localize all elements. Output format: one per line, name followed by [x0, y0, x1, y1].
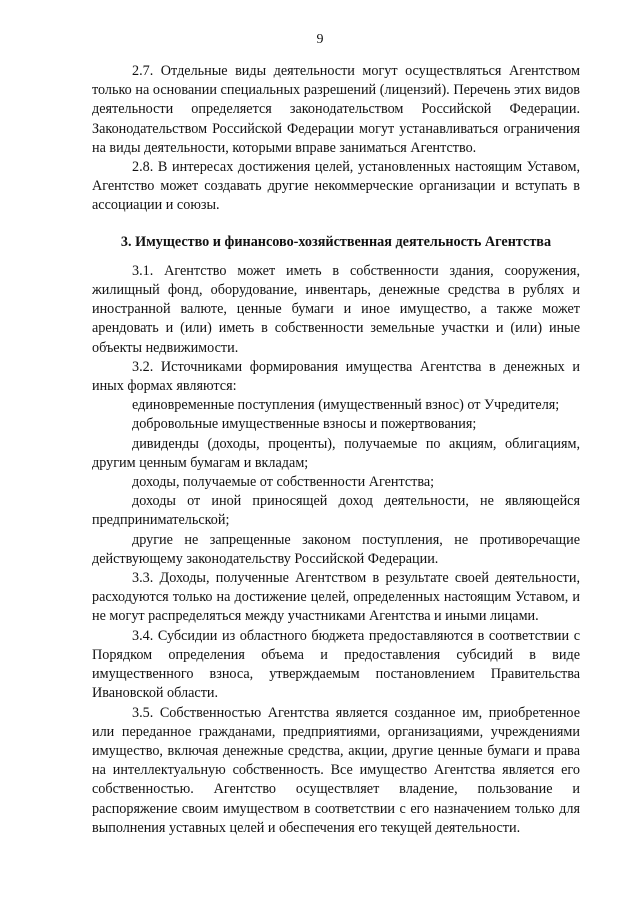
- section-3-heading: 3. Имущество и финансово-хозяйственная деятельность Агентства: [120, 233, 552, 250]
- list-item: дивиденды (доходы, проценты), получаемые по акциям, облигациям, другим ценным бумагам и вкладам;: [92, 435, 580, 471]
- paragraph-2-7: 2.7. Отдельные виды деятельности могут осуществляться Агентством только на основании специальных разрешений (лицензий). Перечень этих видов деятельности определяется законодательством Российской Федерации. Законодательством Российской Федерации могут устанавливаться ограничения на виды деятельности, которыми вправе заниматься Агентство.: [92, 63, 580, 156]
- list-item: другие не запрещенные законом поступления, не противоречащие действующему законодательству Российской Федерации.: [92, 531, 580, 567]
- document-body: [92, 62, 580, 838]
- paragraph-3-2: 3.2. Источниками формирования имущества Агентства в денежных и иных формах являются:: [92, 358, 580, 395]
- list-item: доходы, получаемые от собственности Агентства;: [132, 474, 435, 491]
- paragraph-3-3: 3.3. Доходы, полученные Агентством в результате своей деятельности, расходуются только на достижение целей, определенных настоящим Уставом, и не могут распределяться между участниками Агентства и иными лицами.: [92, 570, 580, 625]
- list-item: добровольные имущественные взносы и пожертвования;: [132, 416, 477, 433]
- paragraph-3-4: 3.4. Субсидии из областного бюджета предоставляются в соответствии с Порядком определения объема и предоставления субсидий в виде имущественного взноса, утверждаемым постановлением Правительства Ивановской области.: [92, 627, 580, 702]
- page-number: 9: [316, 32, 324, 47]
- paragraph-3-1: 3.1. Агентство может иметь в собственности здания, сооружения, жилищный фонд, оборудование, инвентарь, денежные средства в рублях и иностранной валюте, ценные бумаги и иное имущество, а также может арендовать и (или) иметь в собственности земельные участки и (или) иные объекты недвижимости.: [92, 262, 580, 356]
- paragraph-2-8: 2.8. В интересах достижения целей, установленных настоящим Уставом, Агентство может создавать другие некоммерческие организации и вступать в ассоциации и союзы.: [92, 159, 580, 214]
- list-item: доходы от иной приносящей доход деятельности, не являющейся предпринимательской;: [92, 493, 580, 529]
- paragraph-3-5: 3.5. Собственностью Агентства является созданное им, приобретенное или переданное гражданами, предприятиями, организациями, учреждениями имущество, включая денежные средства, акции, другие ценные бумаги и права на интеллектуальную собственность. Все имущество Агентства является его собственностью. Агентство осуществляет владение, пользование и распоряжение своим имуществом в соответствии с его назначением только для выполнения уставных целей и обеспечения его текущей деятельности.: [92, 704, 580, 836]
- list-item: единовременные поступления (имущественный взнос) от Учредителя;: [132, 397, 560, 414]
